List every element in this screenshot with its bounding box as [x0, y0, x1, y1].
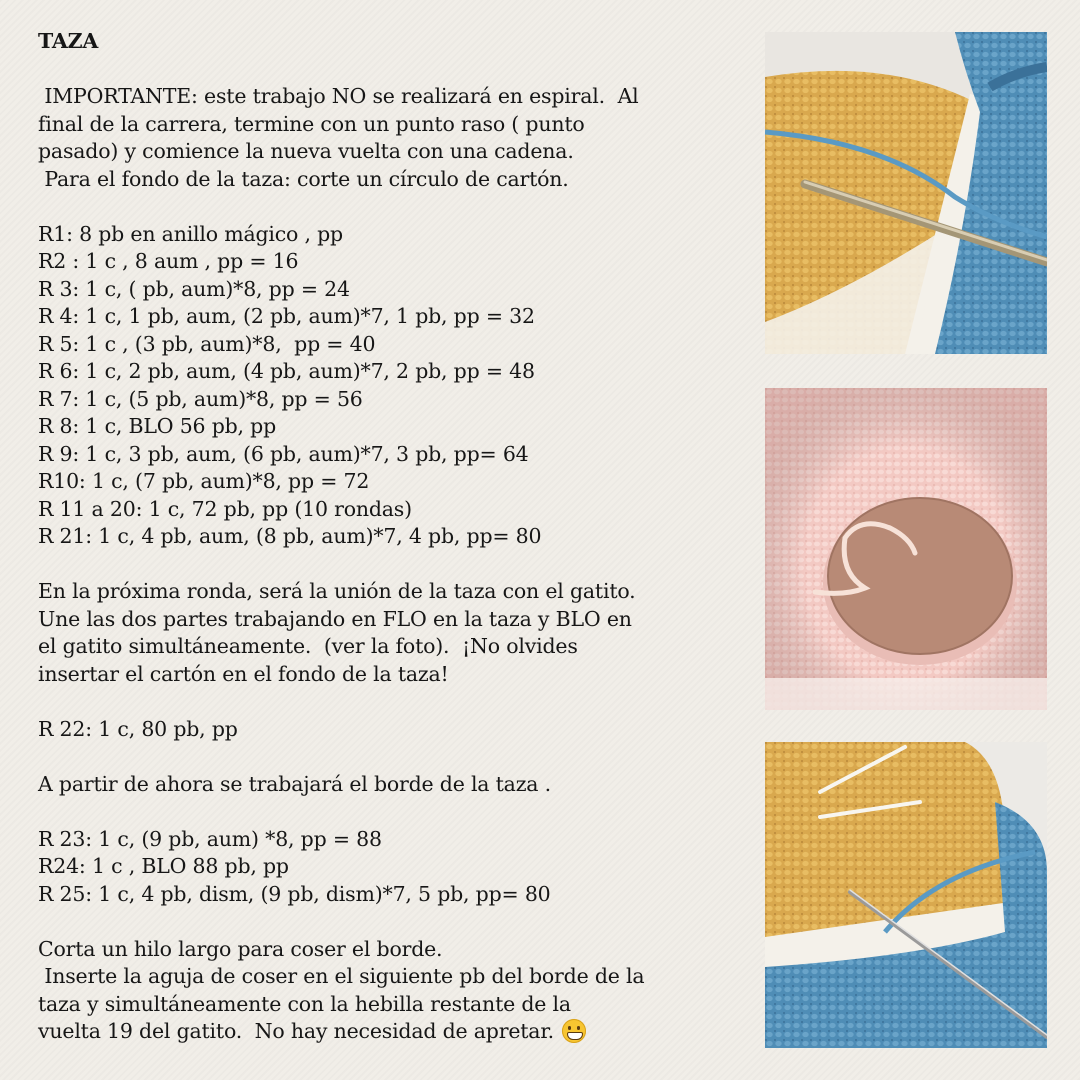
photo-cup-cardboard	[765, 388, 1047, 710]
finish-line: Inserte la aguja de coser en el siguiente pb del borde de la	[38, 964, 645, 988]
finish-line-text: vuelta 19 del gatito. No hay necesidad de apretar.	[38, 1019, 554, 1043]
round-line: R 4: 1 c, 1 pb, aum, (2 pb, aum)*7, 1 pb, pp = 32	[38, 304, 535, 328]
round-line: R1: 8 pb en anillo mágico , pp	[38, 221, 343, 246]
round-line: R 9: 1 c, 3 pb, aum, (6 pb, aum)*7, 3 pb, pp= 64	[38, 441, 529, 466]
round-line: R24: 1 c , BLO 88 pb, pp	[38, 854, 289, 878]
round-line: R 8: 1 c, BLO 56 pb, pp	[38, 414, 277, 438]
union-line: Une las dos partes trabajando en FLO en la taza y BLO en	[38, 606, 632, 631]
finish-line: taza y simultáneamente con la hebilla restante de la	[38, 991, 571, 1016]
photo-hook-joining	[765, 32, 1047, 354]
round-line: R 25: 1 c, 4 pb, dism, (9 pb, dism)*7, 5 pb, pp= 80	[38, 881, 551, 906]
round-line: R2 : 1 c , 8 aum , pp = 16	[38, 249, 299, 273]
union-line: En la próxima ronda, será la unión de la taza con el gatito.	[38, 579, 636, 603]
intro-line: Para el fondo de la taza: corte un círculo de cartón.	[38, 166, 569, 191]
round-line: R 5: 1 c , (3 pb, aum)*8, pp = 40	[38, 331, 376, 356]
finish-line	[38, 1018, 750, 1046]
round-line: R 21: 1 c, 4 pb, aum, (8 pb, aum)*7, 4 pb, pp= 80	[38, 524, 542, 548]
intro-line: final de la carrera, termine con un punto raso ( punto	[38, 111, 585, 136]
pattern-title: TAZA	[38, 29, 99, 53]
photo-sewing-border	[765, 742, 1047, 1048]
round-line: R10: 1 c, (7 pb, aum)*8, pp = 72	[38, 469, 370, 493]
union-line: el gatito simultáneamente. (ver la foto). ¡No olvides	[38, 634, 578, 658]
intro-line: IMPORTANTE: este trabajo NO se realizará en espiral. Al	[38, 84, 639, 108]
round-line: R 22: 1 c, 80 pb, pp	[38, 716, 238, 741]
border-note: A partir de ahora se trabajará el borde de la taza .	[38, 771, 551, 796]
round-line: R 11 a 20: 1 c, 72 pb, pp (10 rondas)	[38, 496, 412, 521]
union-line: insertar el cartón en el fondo de la taza!	[38, 661, 449, 686]
grinning-face-emoji-icon	[562, 1019, 586, 1043]
intro-line: pasado) y comience la nueva vuelta con una cadena.	[38, 139, 574, 163]
round-line: R 7: 1 c, (5 pb, aum)*8, pp = 56	[38, 386, 363, 411]
round-line: R 23: 1 c, (9 pb, aum) *8, pp = 88	[38, 826, 382, 851]
round-line: R 6: 1 c, 2 pb, aum, (4 pb, aum)*7, 2 pb, pp = 48	[38, 359, 535, 383]
round-line: R 3: 1 c, ( pb, aum)*8, pp = 24	[38, 276, 350, 301]
finish-line: Corta un hilo largo para coser el borde.	[38, 936, 443, 961]
pattern-text	[38, 28, 750, 1046]
